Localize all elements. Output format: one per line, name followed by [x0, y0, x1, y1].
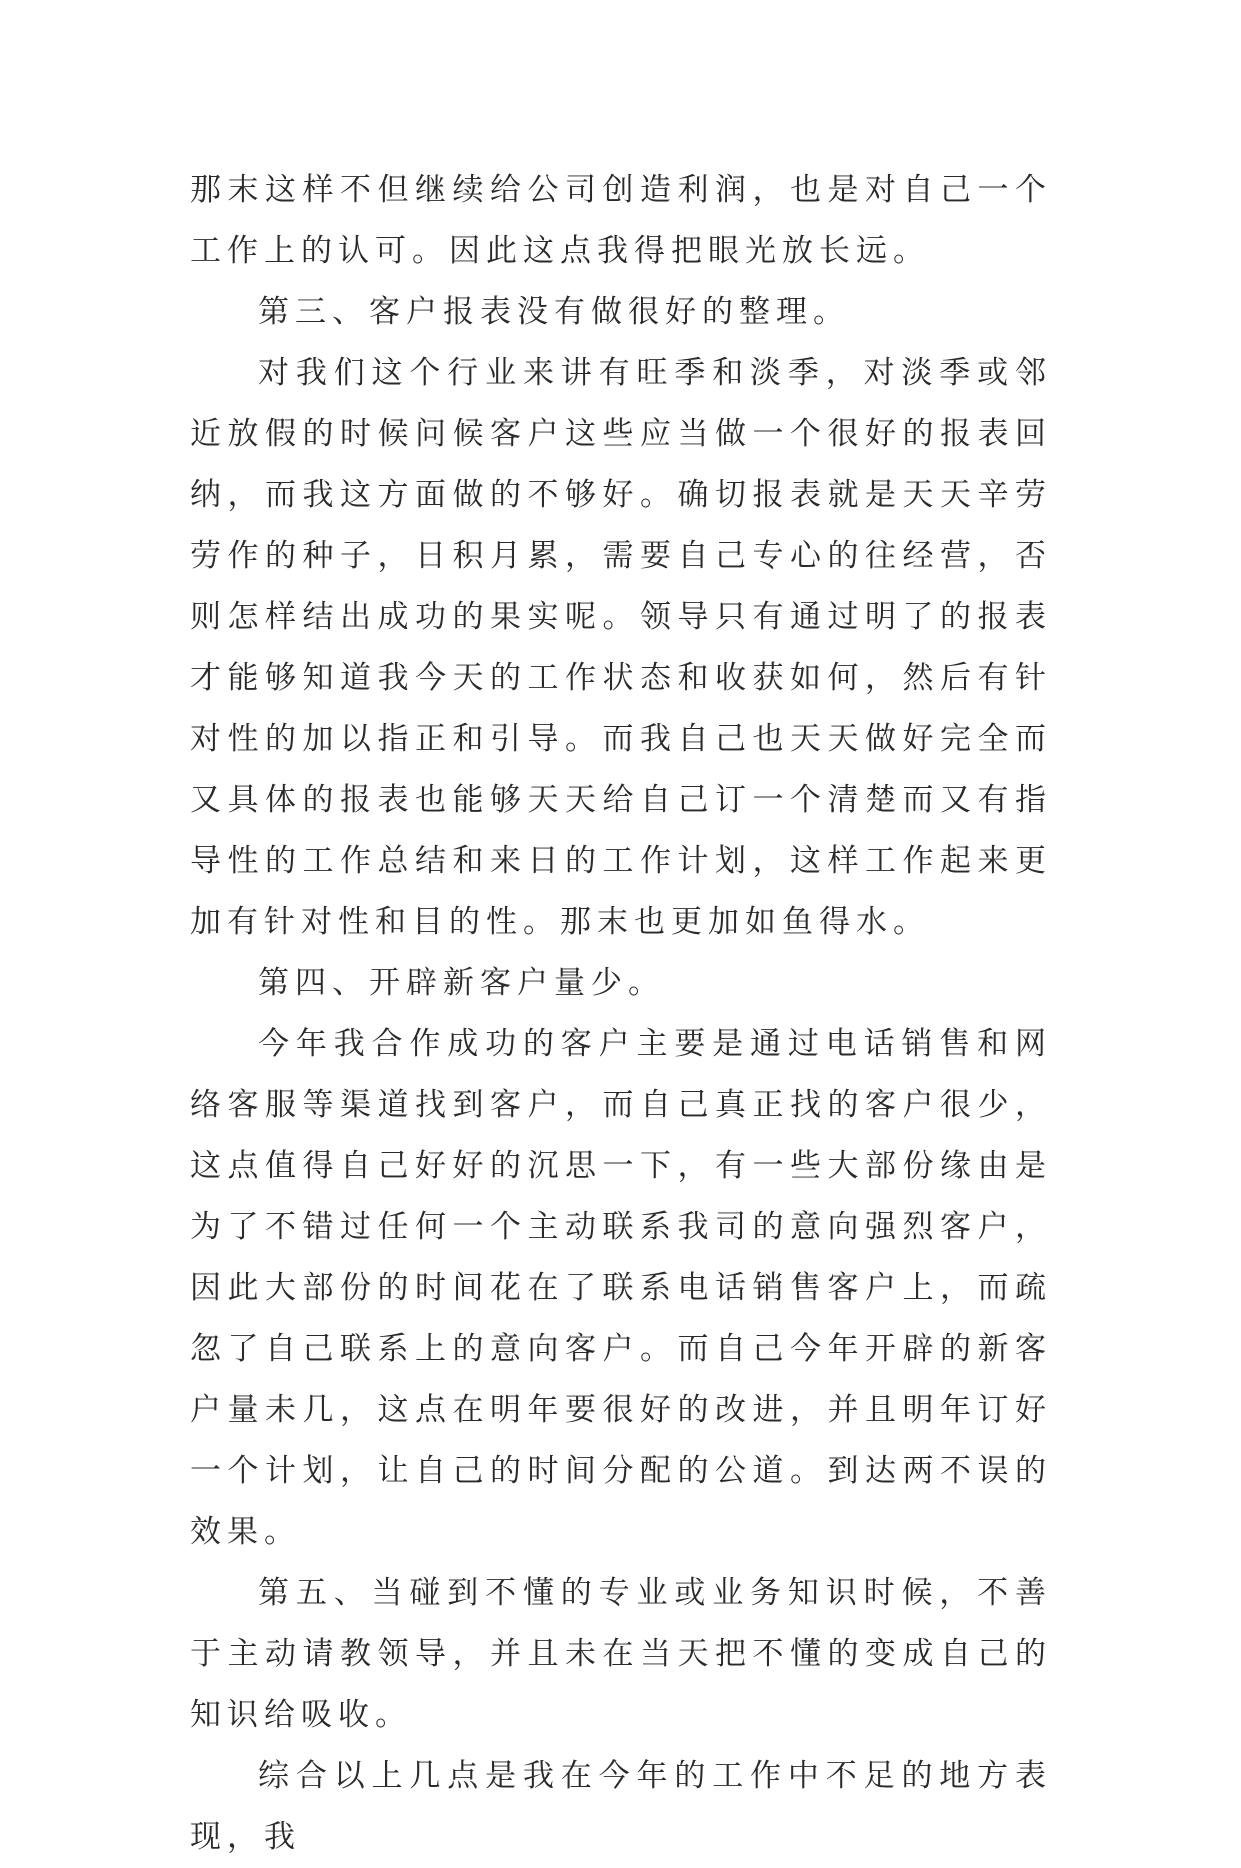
paragraph-heading-fifth: 第五、当碰到不懂的专业或业务知识时候，不善于主动请教领导，并且未在当天把不懂的变成自己的知识给吸收。 [190, 1575, 1052, 1733]
paragraph-continuation: 那末这样不但继续给公司创造利润，也是对自己一个工作上的认可。因此这点我得把眼光放长远。 [190, 172, 1052, 269]
paragraph-summary: 综合以上几点是我在今年的工作中不足的地方表现，我 [190, 1758, 1052, 1855]
paragraph-new-clients-detail: 今年我合作成功的客户主要是通过电话销售和网络客服等渠道找到客户，而自己真正找的客户很少，这点值得自己好好的沉思一下，有一些大部份缘由是为了不错过任何一个主动联系我司的意向强烈客户，因此大部份的时间花在了联系电话销售客户上，而疏忽了自己联系上的意向客户。而自己今年开辟的新客户量未几，这点在明年要很好的改进，并且明年订好一个计划，让自己的时间分配的公道。到达两不误的效果。 [190, 1026, 1052, 1550]
paragraph-heading-fourth: 第四、开辟新客户量少。 [258, 965, 665, 1001]
paragraph-report-detail: 对我们这个行业来讲有旺季和淡季，对淡季或邻近放假的时候问候客户这些应当做一个很好的报表回纳，而我这方面做的不够好。确切报表就是天天辛劳劳作的种子，日积月累，需要自己专心的往经营，否则怎样结出成功的果实呢。领导只有通过明了的报表才能够知道我今天的工作状态和收获如何，然后有针对性的加以指正和引导。而我自己也天天做好完全而又具体的报表也能够天天给自己订一个清楚而又有指导性的工作总结和来日的工作计划，这样工作起来更加有针对性和目的性。那末也更加如鱼得水。 [190, 355, 1052, 940]
document-body [190, 160, 1052, 1868]
paragraph-heading-third: 第三、客户报表没有做很好的整理。 [258, 294, 850, 330]
